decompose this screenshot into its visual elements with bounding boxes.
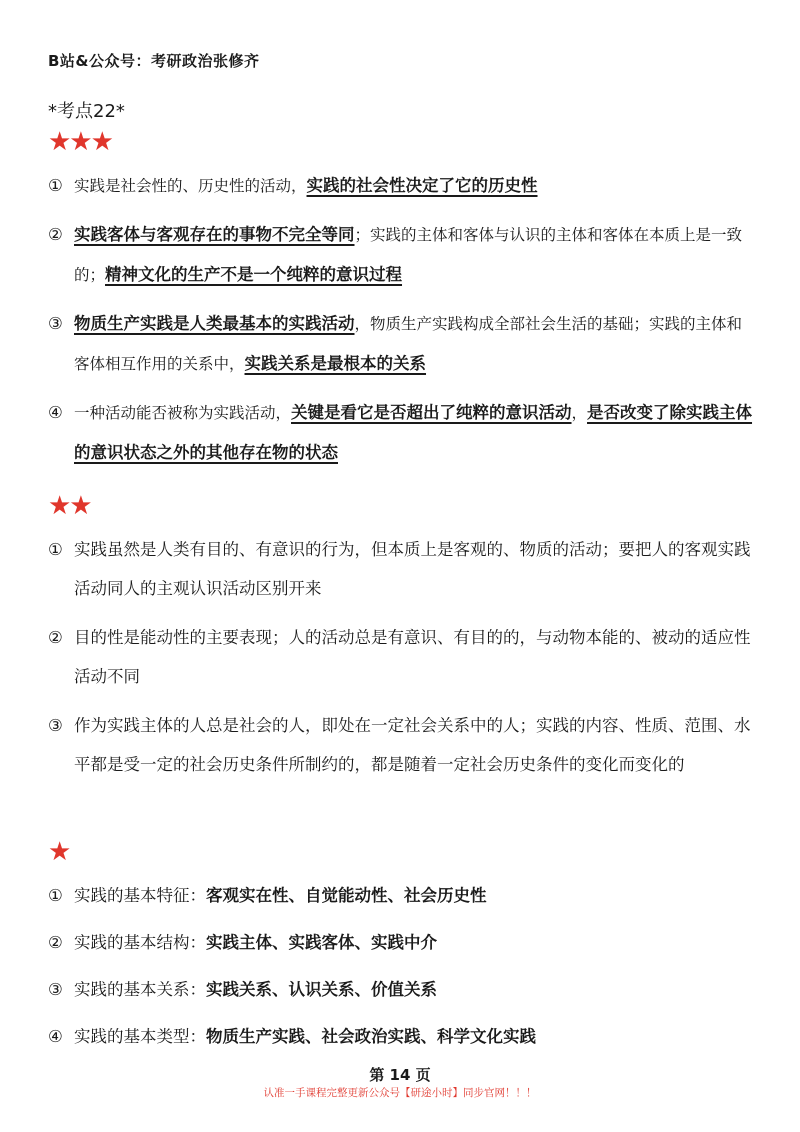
key-point-text: 精神文化的生产不是一个纯粹的意识过程: [105, 265, 403, 284]
list-item: [48, 706, 754, 784]
page-header: B站&公众号：考研政治张修齐: [48, 52, 260, 70]
key-point-text: 实践客体与客观存在的事物不完全等同: [74, 225, 355, 244]
key-point-text: 实践的社会性决定了它的历史性: [306, 176, 538, 195]
list-item: [48, 393, 754, 472]
key-point-text: 是否改变了除实践主体的意识状态之外的其他存在物的状态: [74, 403, 753, 462]
item-text: ；实践的主体和客体与认识的主体和客体在本质上是一致的；: [74, 226, 743, 284]
list-item: [48, 215, 754, 295]
star-rating-2: ★★: [48, 491, 91, 521]
item-number: ③: [48, 716, 63, 735]
item-number: ②: [48, 225, 63, 244]
list-item: [48, 530, 754, 608]
key-point-text: 物质生产实践是人类最基本的实践活动: [74, 314, 355, 333]
item-text: 实践的基本结构：: [74, 933, 206, 952]
list-item: [48, 166, 754, 206]
star-rating-3: ★★★: [48, 127, 112, 157]
item-text: 作为实践主体的人总是社会的人，即处在一定社会关系中的人；实践的内容、性质、范围、水平都是受一定的社会历史条件所制约的，都是随着一定社会历史条件的变化而变化的: [74, 716, 751, 774]
item-text: ，物质生产实践构成全部社会生活的基础；实践的主体和客体相互作用的关系中，: [74, 315, 743, 373]
topic-label: *考点22*: [48, 101, 125, 122]
item-text: 一种活动能否被称为实践活动，: [74, 404, 292, 422]
section-two-star: [48, 530, 754, 784]
bold-text: 物质生产实践、社会政治实践、科学文化实践: [206, 1027, 536, 1046]
item-number: ②: [48, 628, 63, 647]
item-number: ④: [48, 1027, 63, 1046]
item-number: ②: [48, 933, 63, 952]
item-text: 实践是社会性的、历史性的活动，: [74, 177, 307, 195]
list-item: [48, 618, 754, 696]
star-rating-1: ★: [48, 837, 70, 867]
item-text: 目的性是能动性的主要表现；人的活动总是有意识、有目的的，与动物本能的、被动的适应性活动不同: [74, 628, 751, 686]
item-number: ④: [48, 403, 63, 422]
item-text: 实践的基本类型：: [74, 1027, 206, 1046]
item-number: ①: [48, 540, 63, 559]
list-item: [48, 970, 754, 1009]
bold-text: 实践关系、认识关系、价值关系: [206, 980, 437, 999]
item-number: ①: [48, 176, 63, 195]
bold-text: 实践主体、实践客体、实践中介: [206, 933, 437, 952]
item-number: ③: [48, 314, 63, 333]
section-one-star: [48, 876, 754, 1056]
item-text: 实践虽然是人类有目的、有意识的行为，但本质上是客观的、物质的活动；要把人的客观实践活动同人的主观认识活动区别开来: [74, 540, 751, 598]
item-text: ，: [571, 404, 588, 422]
item-text: 实践的基本特征：: [74, 886, 206, 905]
bold-text: 客观实在性、自觉能动性、社会历史性: [206, 886, 487, 905]
footer-notice: 认准一手课程完整更新公众号【研途小时】同步官网！！！: [263, 1087, 537, 1099]
list-item: [48, 1017, 754, 1056]
key-point-text: 实践关系是最根本的关系: [244, 354, 427, 373]
list-item: [48, 876, 754, 915]
list-item: [48, 923, 754, 962]
key-point-text: 关键是看它是否超出了纯粹的意识活动: [291, 403, 572, 422]
item-text: 实践的基本关系：: [74, 980, 206, 999]
page-number: 第 14 页: [369, 1066, 431, 1084]
item-number: ①: [48, 886, 63, 905]
section-three-star: [48, 166, 754, 472]
item-number: ③: [48, 980, 63, 999]
list-item: [48, 304, 754, 384]
